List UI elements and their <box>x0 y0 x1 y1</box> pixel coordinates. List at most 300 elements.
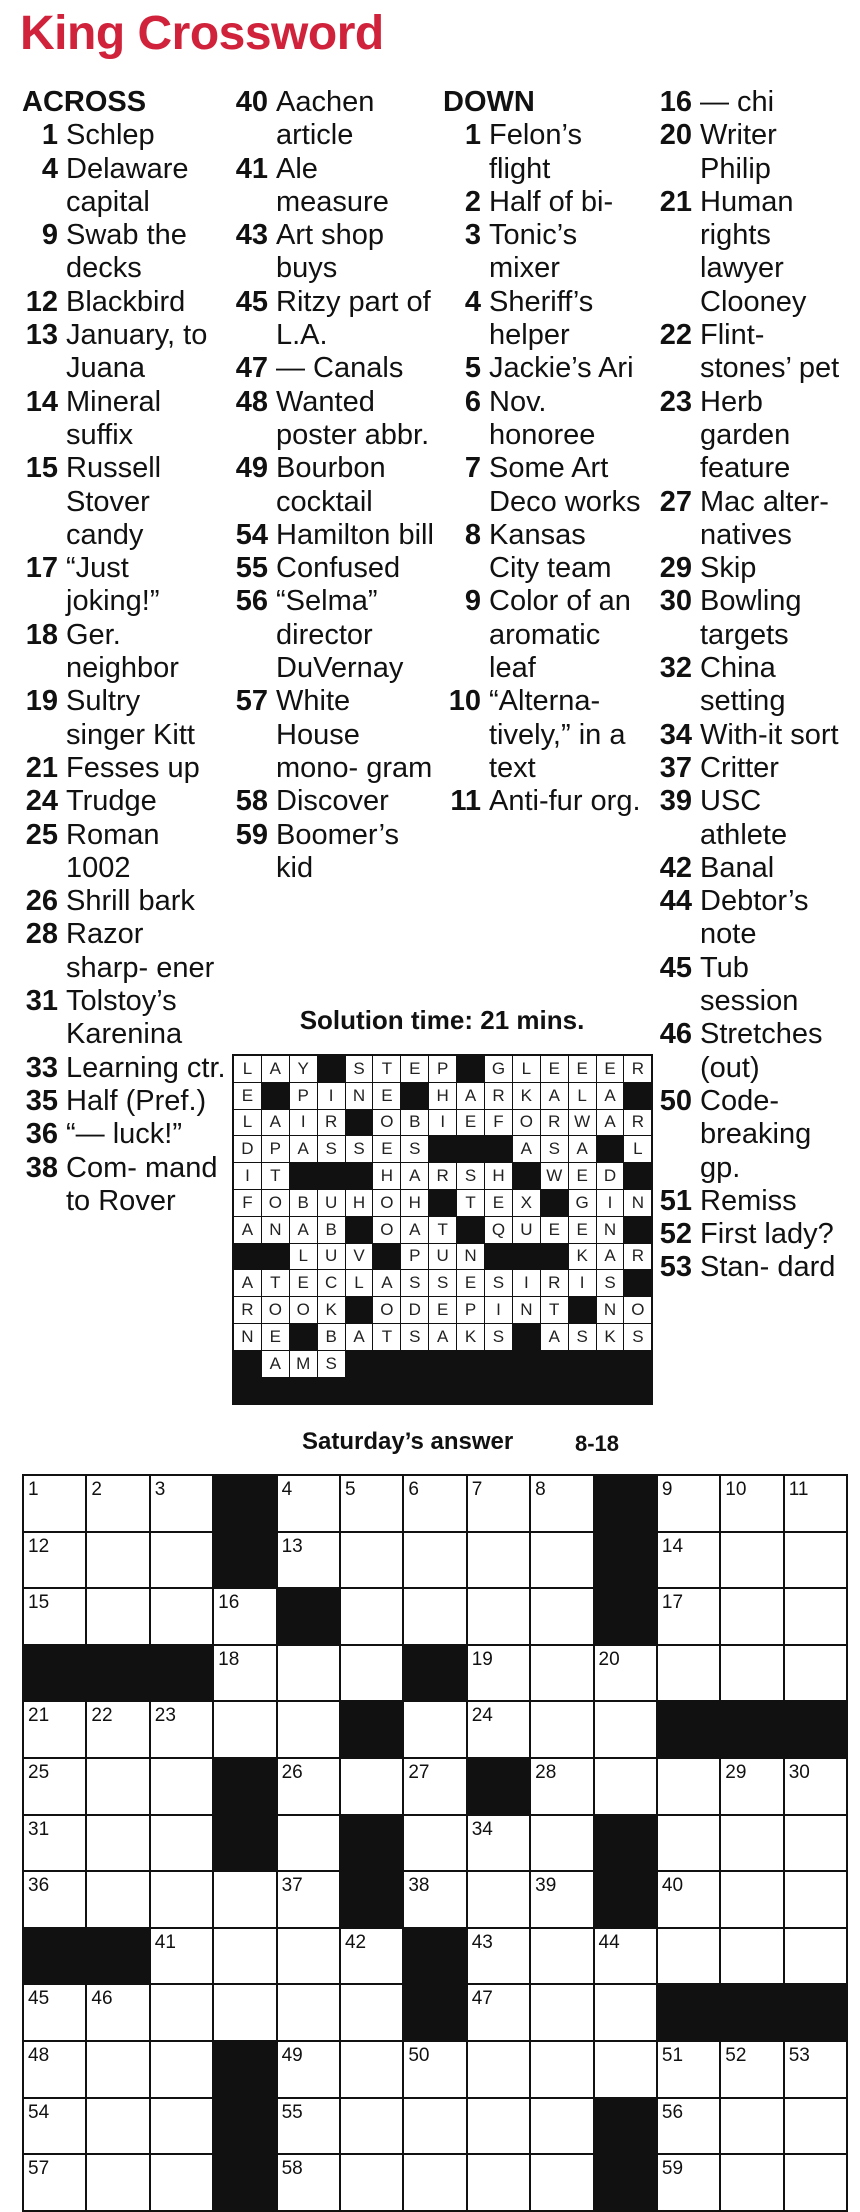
grid-cell[interactable] <box>721 2155 782 2210</box>
solution-letter: S <box>401 1136 428 1162</box>
grid-cell[interactable] <box>595 1759 656 1814</box>
solution-letter: A <box>597 1244 624 1270</box>
grid-cell[interactable] <box>404 1759 465 1814</box>
solution-letter: N <box>513 1297 540 1323</box>
grid-cell[interactable] <box>404 2042 465 2097</box>
solution-letter: H <box>373 1163 400 1189</box>
cell-number: 18 <box>218 1648 240 1670</box>
clue-text: Human rights lawyer Clooney <box>700 185 807 318</box>
grid-cell[interactable] <box>278 1872 339 1927</box>
grid-cell[interactable] <box>468 1533 529 1588</box>
grid-cell[interactable] <box>87 2099 148 2154</box>
grid-cell[interactable] <box>214 1702 275 1757</box>
clue-item <box>22 785 227 818</box>
grid-cell[interactable] <box>721 1759 782 1814</box>
clue-number: 21 <box>25 751 58 784</box>
clue-item <box>232 386 437 453</box>
solution-letter: W <box>541 1163 568 1189</box>
solution-black-square <box>401 1083 428 1109</box>
grid-cell[interactable] <box>404 1476 465 1531</box>
clue-number: 24 <box>25 785 58 818</box>
across-heading: ACROSS <box>22 86 147 118</box>
clue-text: Half (Pref.) <box>66 1084 207 1117</box>
grid-cell[interactable] <box>658 2042 719 2097</box>
grid-cell[interactable] <box>468 1646 529 1701</box>
grid-cell[interactable] <box>531 2042 592 2097</box>
cell-number: 49 <box>281 2044 303 2066</box>
solution-letter: T <box>262 1163 289 1189</box>
grid-cell[interactable] <box>24 2155 85 2210</box>
solution-letter: E <box>597 1056 624 1082</box>
grid-cell[interactable] <box>87 1985 148 2040</box>
cell-number: 3 <box>154 1479 166 1500</box>
solution-letter: N <box>457 1244 484 1270</box>
grid-cell[interactable] <box>658 1759 719 1814</box>
grid-cell[interactable] <box>785 2042 846 2097</box>
clue-text: Delaware capital <box>66 152 189 218</box>
solution-letter: D <box>234 1136 261 1162</box>
grid-cell[interactable] <box>87 1702 148 1757</box>
grid-cell[interactable] <box>658 1929 719 1984</box>
clue-number: 21 <box>659 185 692 218</box>
clue-text: “Just joking!” <box>66 552 160 618</box>
grid-cell[interactable] <box>24 1759 85 1814</box>
grid-cell[interactable] <box>595 1929 656 1984</box>
clue-number: 19 <box>25 685 58 718</box>
solution-caption: Saturday’s answer <box>302 1428 514 1455</box>
solution-letter: Q <box>485 1217 512 1243</box>
clue-number: 4 <box>464 285 481 318</box>
clue-item <box>232 685 437 785</box>
black-square <box>595 2155 656 2210</box>
grid-cell[interactable] <box>468 2155 529 2210</box>
clue-number: 42 <box>659 851 692 884</box>
grid-cell[interactable] <box>468 1702 529 1757</box>
clue-item <box>654 1018 850 1085</box>
grid-cell[interactable] <box>151 2099 212 2154</box>
grid-cell[interactable] <box>24 2042 85 2097</box>
solution-letter: R <box>541 1270 568 1296</box>
cell-number: 42 <box>344 1931 367 1953</box>
solution-letter: K <box>597 1324 624 1350</box>
clue-item <box>22 918 227 985</box>
grid-cell[interactable] <box>531 1702 592 1757</box>
solution-letter: A <box>597 1110 624 1136</box>
solution-black-square <box>541 1190 568 1216</box>
clue-item <box>443 519 643 586</box>
black-square <box>87 1646 148 1701</box>
clue-text: — chi <box>700 86 775 118</box>
grid-cell[interactable] <box>278 1476 339 1531</box>
clue-item <box>22 685 227 752</box>
grid-cell[interactable] <box>341 1476 402 1531</box>
clue-text: USC athlete <box>700 785 788 851</box>
clue-number: 54 <box>235 518 268 551</box>
grid-cell[interactable] <box>468 1872 529 1927</box>
cell-number: 55 <box>281 2101 303 2123</box>
grid-cell[interactable] <box>468 2042 529 2097</box>
solution-letter: O <box>262 1190 289 1216</box>
grid-cell[interactable] <box>785 1533 846 1588</box>
solution-black-square <box>457 1217 484 1243</box>
grid-cell[interactable] <box>658 1646 719 1701</box>
clue-text: Swab the decks <box>66 219 187 285</box>
solution-letter: F <box>485 1110 512 1136</box>
grid-cell[interactable] <box>531 2099 592 2154</box>
grid-cell[interactable] <box>404 1589 465 1644</box>
grid-cell[interactable] <box>531 1646 592 1701</box>
clue-item <box>654 719 850 752</box>
cell-number: 51 <box>661 2044 684 2066</box>
grid-cell[interactable] <box>468 1589 529 1644</box>
solution-black-square <box>513 1324 540 1350</box>
clue-text: Critter <box>700 751 779 784</box>
solution-letter: S <box>346 1136 373 1162</box>
grid-cell[interactable] <box>341 1929 402 1984</box>
grid-cell[interactable] <box>404 2155 465 2210</box>
black-square <box>214 1533 275 1588</box>
clue-item <box>232 785 437 818</box>
grid-cell[interactable] <box>214 1872 275 1927</box>
grid-cell[interactable] <box>531 1533 592 1588</box>
grid-cell[interactable] <box>531 2155 592 2210</box>
grid-cell[interactable] <box>721 1872 782 1927</box>
solution-letter: H <box>429 1083 456 1109</box>
grid-cell[interactable] <box>658 1533 719 1588</box>
grid-cell[interactable] <box>151 1533 212 1588</box>
grid-cell[interactable] <box>658 2155 719 2210</box>
solution-letter: L <box>513 1056 540 1082</box>
grid-cell[interactable] <box>721 1589 782 1644</box>
grid-cell[interactable] <box>785 1929 846 1984</box>
grid-cell[interactable] <box>151 1759 212 1814</box>
clue-number: 26 <box>25 885 58 918</box>
grid-cell[interactable] <box>341 1533 402 1588</box>
clue-text: January, to Juana <box>66 319 208 385</box>
grid-cell[interactable] <box>341 1646 402 1701</box>
cell-number: 4 <box>281 1479 293 1500</box>
clue-item <box>232 519 437 552</box>
grid-cell[interactable] <box>721 1929 782 1984</box>
clue-item <box>22 386 227 453</box>
cell-number: 11 <box>788 1479 809 1500</box>
clue-item <box>654 652 850 719</box>
solution-letter: A <box>513 1136 540 1162</box>
solution-letter: O <box>373 1190 400 1216</box>
grid-cell[interactable] <box>87 1759 148 1814</box>
grid-cell[interactable] <box>468 2099 529 2154</box>
solution-letter: A <box>234 1270 261 1296</box>
clue-number: 41 <box>235 152 268 185</box>
solution-black-square <box>373 1244 400 1270</box>
clue-text: Some Art Deco works <box>489 452 641 518</box>
grid-cell[interactable] <box>87 1816 148 1871</box>
grid-cell[interactable] <box>785 2099 846 2154</box>
clue-item <box>232 552 437 585</box>
grid-cell[interactable] <box>151 1476 212 1531</box>
previous-solution-grid <box>232 1054 653 1405</box>
grid-cell[interactable] <box>341 2042 402 2097</box>
clue-number: 51 <box>659 1184 692 1217</box>
clue-text: Bowling targets <box>700 585 802 651</box>
grid-cell[interactable] <box>468 1985 529 2040</box>
clue-text: Skip <box>700 552 757 585</box>
grid-cell[interactable] <box>214 1985 275 2040</box>
grid-cell[interactable] <box>278 2155 339 2210</box>
clue-item <box>22 752 227 785</box>
grid-cell[interactable] <box>404 1702 465 1757</box>
clue-number: 20 <box>659 119 692 152</box>
clue-text: Blackbird <box>66 285 186 318</box>
grid-cell[interactable] <box>341 2155 402 2210</box>
clue-number: 14 <box>25 385 58 418</box>
solution-letter: R <box>234 1297 261 1323</box>
solution-letter: M <box>290 1351 317 1377</box>
solution-letter: W <box>569 1110 596 1136</box>
black-square <box>214 2155 275 2210</box>
grid-cell[interactable] <box>404 1872 465 1927</box>
across-clues-column-1 <box>22 86 227 1218</box>
grid-cell[interactable] <box>151 1589 212 1644</box>
solution-date: 8-18 <box>575 1431 620 1456</box>
black-square <box>341 1702 402 1757</box>
grid-cell[interactable] <box>341 1589 402 1644</box>
clue-item <box>654 319 850 386</box>
grid-cell[interactable] <box>278 1816 339 1871</box>
grid-cell[interactable] <box>87 1589 148 1644</box>
grid-cell[interactable] <box>151 1929 212 1984</box>
solution-letter: S <box>318 1136 345 1162</box>
cell-number: 57 <box>28 2158 50 2180</box>
grid-cell[interactable] <box>341 1985 402 2040</box>
grid-cell[interactable] <box>595 1985 656 2040</box>
grid-cell[interactable] <box>151 1985 212 2040</box>
grid-cell[interactable] <box>468 1476 529 1531</box>
grid-cell[interactable] <box>658 2099 719 2154</box>
grid-cell[interactable] <box>151 2042 212 2097</box>
cell-number: 54 <box>28 2101 50 2123</box>
cell-number: 38 <box>408 1875 430 1897</box>
grid-cell[interactable] <box>278 1702 339 1757</box>
grid-cell[interactable] <box>404 1533 465 1588</box>
grid-cell[interactable] <box>658 1589 719 1644</box>
solution-letter: P <box>457 1297 484 1323</box>
cell-number: 40 <box>661 1875 684 1897</box>
grid-cell[interactable] <box>278 1533 339 1588</box>
solution-black-square <box>541 1244 568 1270</box>
solution-letter: E <box>373 1136 400 1162</box>
solution-letter: A <box>457 1083 484 1109</box>
solution-letter: I <box>234 1163 261 1189</box>
grid-cell[interactable] <box>785 1646 846 1701</box>
cell-number: 36 <box>28 1875 50 1897</box>
grid-cell[interactable] <box>151 1872 212 1927</box>
grid-cell[interactable] <box>468 1929 529 1984</box>
solution-letter: L <box>346 1270 373 1296</box>
solution-letter: A <box>541 1083 568 1109</box>
clue-item <box>654 1251 850 1284</box>
grid-cell[interactable] <box>785 1759 846 1814</box>
grid-cell[interactable] <box>595 2042 656 2097</box>
clue-item <box>22 452 227 552</box>
clue-item <box>443 352 643 385</box>
grid-cell[interactable] <box>24 2099 85 2154</box>
clue-text: Learning ctr. <box>66 1051 226 1084</box>
solution-black-square <box>318 1163 345 1189</box>
solution-letter: L <box>569 1083 596 1109</box>
solution-letter: B <box>318 1324 345 1350</box>
grid-cell[interactable] <box>24 1476 85 1531</box>
clue-number: 50 <box>659 1084 692 1117</box>
black-square <box>341 1872 402 1927</box>
cell-number: 46 <box>91 1988 113 2010</box>
grid-cell[interactable] <box>404 1816 465 1871</box>
grid-cell[interactable] <box>278 2042 339 2097</box>
solution-letter: N <box>597 1217 624 1243</box>
clue-item <box>22 985 227 1052</box>
grid-cell[interactable] <box>785 2155 846 2210</box>
clue-item <box>654 585 850 652</box>
solution-letter: Y <box>290 1056 317 1082</box>
grid-cell[interactable] <box>278 2099 339 2154</box>
solution-letter: T <box>373 1056 400 1082</box>
cell-number: 9 <box>661 1479 673 1500</box>
solution-letter: B <box>401 1110 428 1136</box>
grid-cell[interactable] <box>341 2099 402 2154</box>
grid-cell[interactable] <box>785 1589 846 1644</box>
clue-number: 36 <box>25 1118 58 1151</box>
clue-text: Art shop buys <box>276 219 384 285</box>
grid-cell[interactable] <box>531 1816 592 1871</box>
grid-cell[interactable] <box>87 1476 148 1531</box>
crossword-grid <box>22 1474 848 2212</box>
grid-cell[interactable] <box>151 2155 212 2210</box>
grid-cell[interactable] <box>721 1646 782 1701</box>
grid-cell[interactable] <box>278 1759 339 1814</box>
cell-number: 12 <box>28 1535 50 1557</box>
solution-letter: R <box>541 1110 568 1136</box>
grid-cell[interactable] <box>341 1759 402 1814</box>
clue-text: Roman 1002 <box>66 818 160 884</box>
solution-letter: S <box>597 1270 624 1296</box>
clue-item <box>654 119 850 186</box>
solution-black-square <box>346 1163 373 1189</box>
solution-black-square <box>429 1136 456 1162</box>
grid-cell[interactable] <box>278 1646 339 1701</box>
grid-cell[interactable] <box>721 2099 782 2154</box>
solution-letter: C <box>318 1270 345 1296</box>
grid-cell[interactable] <box>278 1929 339 1984</box>
clue-text: Writer Philip <box>700 119 777 185</box>
cell-number: 50 <box>408 2044 430 2066</box>
grid-cell[interactable] <box>531 1589 592 1644</box>
clue-number: 17 <box>25 552 58 585</box>
clue-number: 9 <box>464 585 481 618</box>
grid-cell[interactable] <box>468 1816 529 1871</box>
solution-letter: A <box>346 1324 373 1350</box>
grid-cell[interactable] <box>151 1816 212 1871</box>
grid-cell[interactable] <box>531 1985 592 2040</box>
grid-cell[interactable] <box>24 1589 85 1644</box>
grid-cell[interactable] <box>24 1985 85 2040</box>
grid-cell[interactable] <box>721 1476 782 1531</box>
clue-text: “— luck!” <box>66 1118 182 1151</box>
clue-item <box>654 785 850 852</box>
grid-cell[interactable] <box>24 1702 85 1757</box>
cell-number: 34 <box>471 1818 493 1840</box>
clue-number: 4 <box>41 152 58 185</box>
solution-letter: I <box>318 1083 345 1109</box>
solution-black-square <box>346 1297 373 1323</box>
grid-cell[interactable] <box>87 2042 148 2097</box>
grid-cell[interactable] <box>24 1816 85 1871</box>
clue-item <box>22 1052 227 1085</box>
black-square <box>658 1702 719 1757</box>
solution-letter: I <box>485 1297 512 1323</box>
clue-text: Razor sharp- ener <box>66 918 215 984</box>
grid-cell[interactable] <box>531 1929 592 1984</box>
grid-cell[interactable] <box>785 1872 846 1927</box>
solution-letter: S <box>401 1270 428 1296</box>
grid-cell[interactable] <box>87 1533 148 1588</box>
solution-letter: P <box>401 1244 428 1270</box>
grid-cell[interactable] <box>214 1589 275 1644</box>
clue-number: 9 <box>41 219 58 252</box>
solution-letter: N <box>234 1324 261 1350</box>
grid-cell[interactable] <box>595 1646 656 1701</box>
solution-letter: S <box>541 1136 568 1162</box>
clue-number: 6 <box>464 385 481 418</box>
grid-cell[interactable] <box>658 1476 719 1531</box>
clue-number: 30 <box>659 585 692 618</box>
grid-cell[interactable] <box>404 2099 465 2154</box>
grid-cell[interactable] <box>151 1702 212 1757</box>
grid-cell[interactable] <box>785 1816 846 1871</box>
solution-letter: O <box>373 1217 400 1243</box>
grid-cell[interactable] <box>87 1872 148 1927</box>
grid-cell[interactable] <box>721 1816 782 1871</box>
grid-cell[interactable] <box>531 1476 592 1531</box>
grid-cell[interactable] <box>24 1872 85 1927</box>
solution-letter: B <box>290 1190 317 1216</box>
grid-cell[interactable] <box>785 1476 846 1531</box>
black-square <box>341 1816 402 1871</box>
solution-letter: B <box>318 1217 345 1243</box>
grid-cell[interactable] <box>721 2042 782 2097</box>
solution-letter: S <box>485 1324 512 1350</box>
grid-cell[interactable] <box>214 1929 275 1984</box>
solution-letter: E <box>485 1190 512 1216</box>
solution-letter: L <box>624 1136 651 1162</box>
solution-letter: E <box>569 1217 596 1243</box>
black-square <box>721 1702 782 1757</box>
solution-letter: I <box>429 1110 456 1136</box>
solution-letter: K <box>457 1324 484 1350</box>
grid-cell[interactable] <box>24 1533 85 1588</box>
clue-number: 16 <box>659 86 692 118</box>
grid-cell[interactable] <box>214 1646 275 1701</box>
grid-cell[interactable] <box>278 1985 339 2040</box>
grid-cell[interactable] <box>658 1816 719 1871</box>
grid-cell[interactable] <box>531 1872 592 1927</box>
cell-number: 53 <box>788 2044 810 2066</box>
grid-cell[interactable] <box>87 2155 148 2210</box>
grid-cell[interactable] <box>595 1702 656 1757</box>
solution-black-square <box>513 1163 540 1189</box>
grid-cell[interactable] <box>721 1533 782 1588</box>
grid-cell[interactable] <box>531 1759 592 1814</box>
grid-cell[interactable] <box>658 1872 719 1927</box>
